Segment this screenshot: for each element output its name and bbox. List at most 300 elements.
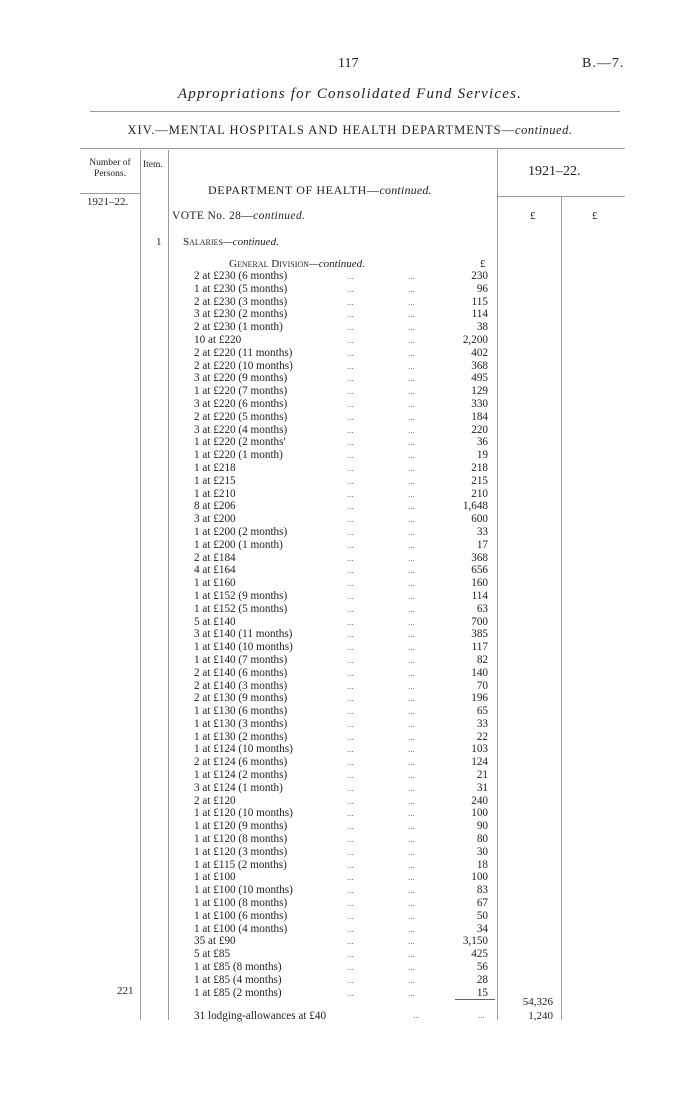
row-leader: ...: [408, 795, 415, 806]
row-amount: 2,200: [462, 333, 488, 346]
section-heading-text: XIV.—MENTAL HOSPITALS AND HEALTH DEPARTMENTS—: [127, 123, 516, 137]
row-leader: ...: [347, 744, 354, 755]
row-leader: ...: [347, 987, 354, 998]
row-label: 1 at £100 (8 months): [194, 897, 288, 910]
row-leader: ...: [347, 872, 354, 883]
row-label: 1 at £210: [194, 487, 236, 500]
table-row: [194, 411, 494, 424]
row-amount: 114: [471, 308, 488, 321]
row-leader: ...: [408, 347, 415, 358]
row-leader: ...: [408, 770, 415, 781]
row-leader: ...: [408, 923, 415, 934]
row-label: 1 at £220 (1 month): [194, 449, 283, 462]
table-row: [194, 935, 494, 948]
table-row: [194, 654, 494, 667]
row-label: 3 at £124 (1 month): [194, 781, 283, 794]
row-amount: 196: [471, 692, 488, 705]
row-leader: ...: [347, 283, 354, 294]
salary-list: [194, 270, 494, 999]
item-number: 1: [156, 236, 162, 248]
table-row: [194, 974, 494, 987]
row-amount: 28: [476, 973, 488, 986]
table-row: [194, 564, 494, 577]
row-amount: 96: [476, 282, 488, 295]
row-leader: ...: [408, 437, 415, 448]
row-leader: ...: [347, 936, 354, 947]
row-leader: ...: [347, 424, 354, 435]
row-label: 3 at £220 (4 months): [194, 423, 288, 436]
table-row: [194, 820, 494, 833]
pound-symbol-1: £: [530, 210, 536, 222]
row-leader: ...: [347, 808, 354, 819]
title-rule: [90, 111, 620, 112]
table-row: [194, 488, 494, 501]
row-leader: ...: [347, 501, 354, 512]
row-leader: ...: [408, 680, 415, 691]
row-leader: ...: [408, 706, 415, 717]
row-leader: ...: [347, 296, 354, 307]
division-label: General Division: [229, 258, 309, 270]
row-leader: ...: [347, 386, 354, 397]
row-leader: ...: [347, 974, 354, 985]
row-leader: ...: [408, 782, 415, 793]
row-amount: 160: [471, 577, 488, 590]
row-amount: 19: [476, 449, 488, 462]
table-row: [194, 513, 494, 526]
row-leader: ...: [408, 590, 415, 601]
row-leader: ...: [347, 514, 354, 525]
row-amount: 90: [476, 820, 488, 833]
table-row: [194, 833, 494, 846]
item-header: Item.: [143, 160, 163, 170]
row-amount: 36: [476, 436, 488, 449]
row-leader: ...: [408, 936, 415, 947]
row-amount: 50: [476, 909, 488, 922]
row-leader: ...: [347, 834, 354, 845]
persons-column-divider: [140, 150, 141, 1020]
row-amount: 402: [471, 346, 488, 359]
item-column-divider: [168, 150, 169, 1020]
row-label: 2 at £120: [194, 794, 236, 807]
row-leader: ...: [408, 846, 415, 857]
division-heading: [229, 258, 365, 270]
row-leader: ...: [347, 539, 354, 550]
document-reference: B.—7.: [582, 56, 625, 71]
row-leader: ...: [408, 808, 415, 819]
row-label: 1 at £120 (10 months): [194, 807, 293, 820]
table-row: [194, 680, 494, 693]
department-heading: [208, 183, 432, 198]
row-label: 1 at £85 (8 months): [194, 961, 282, 974]
row-label: 1 at £140 (7 months): [194, 653, 288, 666]
row-leader: ...: [408, 514, 415, 525]
row-leader: ...: [347, 923, 354, 934]
row-amount: 63: [476, 602, 488, 615]
table-row: [194, 321, 494, 334]
row-amount: 82: [476, 653, 488, 666]
persons-header-rule: [80, 193, 140, 194]
row-amount: 495: [471, 372, 488, 385]
row-amount: 425: [471, 948, 488, 961]
table-row: [194, 616, 494, 629]
table-row: [194, 462, 494, 475]
row-label: 2 at £220 (5 months): [194, 410, 288, 423]
row-leader: ...: [408, 629, 415, 640]
row-leader: ...: [408, 373, 415, 384]
year-header: 1921–22.: [528, 164, 581, 179]
lodging-allowances-amount: 1,240: [528, 1010, 553, 1022]
row-label: 1 at £220 (2 months': [194, 436, 286, 449]
vote-heading: [172, 210, 305, 222]
row-leader: ...: [408, 565, 415, 576]
row-leader: ...: [408, 898, 415, 909]
table-row: [194, 372, 494, 385]
row-leader: ...: [408, 693, 415, 704]
table-row: [194, 846, 494, 859]
row-amount: 230: [471, 270, 488, 282]
table-row: [194, 743, 494, 756]
lodging-allowances-label: 31 lodging-allowances at £40: [194, 1010, 327, 1022]
row-leader: ...: [347, 693, 354, 704]
row-amount: 215: [471, 474, 488, 487]
department-name: DEPARTMENT OF HEALTH—: [208, 183, 380, 197]
row-leader: ...: [347, 488, 354, 499]
row-label: 1 at £220 (7 months): [194, 385, 288, 398]
row-leader: ...: [347, 578, 354, 589]
table-row: [194, 769, 494, 782]
row-label: 3 at £220 (9 months): [194, 372, 288, 385]
row-leader: ...: [408, 654, 415, 665]
row-leader: ...: [347, 821, 354, 832]
row-leader: ...: [347, 885, 354, 896]
vote-continued: continued.: [253, 210, 306, 222]
section-heading: [0, 123, 700, 138]
row-leader: ...: [347, 271, 354, 281]
row-label: 1 at £100 (4 months): [194, 922, 288, 935]
subtotal-rule: [455, 999, 495, 1000]
row-leader: ...: [408, 398, 415, 409]
row-leader: ...: [408, 642, 415, 653]
row-label: 1 at £100: [194, 871, 236, 884]
row-leader: ...: [408, 744, 415, 755]
row-label: 1 at £130 (3 months): [194, 717, 288, 730]
row-leader: ...: [347, 347, 354, 358]
table-row: [194, 270, 494, 283]
table-row: [194, 590, 494, 603]
row-label: 1 at £230 (5 months): [194, 282, 288, 295]
table-row: [194, 859, 494, 872]
row-label: 1 at £152 (9 months): [194, 589, 288, 602]
subtotal-amount: 54,326: [522, 996, 553, 1008]
pound-symbol-amounts: £: [480, 258, 486, 270]
row-amount: 240: [471, 794, 488, 807]
row-leader: ...: [408, 501, 415, 512]
salaries-heading: [183, 236, 279, 248]
row-leader: ...: [408, 411, 415, 422]
row-amount: 220: [471, 423, 488, 436]
row-amount: 600: [471, 513, 488, 526]
row-leader: ...: [347, 373, 354, 384]
table-row: [194, 756, 494, 769]
row-leader: ...: [408, 271, 415, 281]
row-leader: ...: [408, 974, 415, 985]
row-label: 3 at £140 (11 months): [194, 628, 293, 641]
row-label: 2 at £230 (3 months): [194, 295, 288, 308]
table-row: [194, 334, 494, 347]
row-leader: ...: [347, 398, 354, 409]
row-label: 1 at £120 (8 months): [194, 833, 288, 846]
row-leader: ...: [347, 475, 354, 486]
table-row: [194, 987, 494, 1000]
row-leader: ...: [347, 552, 354, 563]
row-leader: ...: [347, 706, 354, 717]
row-amount: 218: [471, 461, 488, 474]
table-row: [194, 449, 494, 462]
row-leader: ...: [408, 910, 415, 921]
table-row: [194, 910, 494, 923]
row-amount: 3,150: [462, 935, 488, 948]
row-amount: 117: [471, 641, 488, 654]
row-label: 5 at £85: [194, 948, 231, 961]
row-label: 4 at £164: [194, 564, 236, 577]
row-leader: ...: [408, 334, 415, 345]
row-label: 3 at £200: [194, 513, 236, 526]
number-of-persons-header: Number of Persons.: [89, 158, 131, 179]
row-label: 3 at £230 (2 months): [194, 308, 288, 321]
page-title: Appropriations for Consolidated Fund Services.: [177, 86, 523, 102]
row-leader: ...: [408, 475, 415, 486]
row-leader: ...: [347, 565, 354, 576]
row-amount: 34: [476, 922, 488, 935]
section-continued: continued.: [515, 123, 573, 137]
salaries-continued: —continued.: [222, 236, 279, 248]
row-amount: 22: [476, 730, 488, 743]
row-leader: ...: [408, 360, 415, 371]
row-leader: ...: [347, 731, 354, 742]
table-row: [194, 782, 494, 795]
table-row: [194, 692, 494, 705]
table-row: [194, 795, 494, 808]
row-leader: ...: [347, 629, 354, 640]
row-amount: 70: [476, 679, 488, 692]
table-row: [194, 923, 494, 936]
row-leader: ...: [408, 987, 415, 998]
table-row: [194, 526, 494, 539]
row-label: 1 at £124 (10 months): [194, 743, 293, 756]
lodging-leader-1: ...: [413, 1010, 420, 1020]
table-row: [194, 807, 494, 820]
row-amount: 80: [476, 833, 488, 846]
table-row: [194, 705, 494, 718]
table-row: [194, 424, 494, 437]
row-amount: 18: [476, 858, 488, 871]
row-leader: ...: [347, 757, 354, 768]
table-row: [194, 475, 494, 488]
row-amount: 33: [476, 717, 488, 730]
row-label: 1 at £120 (3 months): [194, 845, 288, 858]
row-leader: ...: [347, 360, 354, 371]
table-row: [194, 539, 494, 552]
row-amount: 83: [476, 884, 488, 897]
row-leader: ...: [408, 718, 415, 729]
row-label: 2 at £140 (6 months): [194, 666, 288, 679]
row-label: 1 at £85 (4 months): [194, 973, 282, 986]
lodging-leader-2: ...: [478, 1010, 485, 1020]
row-amount: 210: [471, 487, 488, 500]
row-label: 3 at £220 (6 months): [194, 397, 288, 410]
row-amount: 56: [476, 961, 488, 974]
row-amount: 38: [476, 321, 488, 334]
row-label: 2 at £230 (6 months): [194, 270, 288, 282]
row-amount: 330: [471, 397, 488, 410]
row-leader: ...: [347, 949, 354, 960]
row-amount: 67: [476, 897, 488, 910]
persons-year: 1921–22.: [87, 196, 129, 208]
row-label: 1 at £160: [194, 577, 236, 590]
division-continued: —continued.: [308, 258, 365, 270]
row-leader: ...: [408, 526, 415, 537]
row-leader: ...: [408, 488, 415, 499]
row-leader: ...: [408, 424, 415, 435]
row-amount: 33: [476, 525, 488, 538]
row-leader: ...: [347, 322, 354, 333]
row-leader: ...: [408, 462, 415, 473]
row-leader: ...: [408, 667, 415, 678]
row-leader: ...: [408, 309, 415, 320]
row-label: 1 at £85 (2 months): [194, 986, 282, 999]
persons-total: 221: [117, 985, 134, 997]
row-amount: 656: [471, 564, 488, 577]
table-row: [194, 961, 494, 974]
table-row: [194, 577, 494, 590]
row-leader: ...: [408, 885, 415, 896]
row-leader: ...: [347, 590, 354, 601]
table-row: [194, 871, 494, 884]
row-leader: ...: [347, 718, 354, 729]
row-leader: ...: [408, 603, 415, 614]
row-amount: 368: [471, 551, 488, 564]
row-label: 35 at £90: [194, 935, 236, 948]
row-leader: ...: [408, 731, 415, 742]
row-leader: ...: [347, 437, 354, 448]
row-leader: ...: [408, 962, 415, 973]
year-header-rule: [497, 196, 625, 197]
row-amount: 31: [476, 781, 488, 794]
table-row: [194, 948, 494, 961]
row-amount: 140: [471, 666, 488, 679]
row-leader: ...: [347, 962, 354, 973]
row-label: 1 at £152 (5 months): [194, 602, 288, 615]
row-amount: 21: [476, 769, 488, 782]
row-amount: 15: [476, 986, 488, 999]
row-label: 1 at £130 (6 months): [194, 705, 288, 718]
row-leader: ...: [347, 603, 354, 614]
table-row: [194, 283, 494, 296]
row-label: 1 at £100 (10 months): [194, 884, 293, 897]
row-leader: ...: [408, 578, 415, 589]
row-label: 2 at £130 (9 months): [194, 692, 288, 705]
pound-symbol-2: £: [592, 210, 598, 222]
row-leader: ...: [408, 872, 415, 883]
table-row: [194, 718, 494, 731]
row-leader: ...: [347, 526, 354, 537]
row-label: 1 at £140 (10 months): [194, 641, 293, 654]
row-amount: 114: [471, 589, 488, 602]
row-leader: ...: [347, 667, 354, 678]
row-leader: ...: [408, 616, 415, 627]
row-label: 5 at £140: [194, 615, 236, 628]
row-leader: ...: [347, 654, 354, 665]
row-label: 1 at £115 (2 months): [194, 858, 287, 871]
row-leader: ...: [408, 949, 415, 960]
row-amount: 1,648: [462, 500, 488, 513]
table-row: [194, 731, 494, 744]
row-amount: 65: [476, 705, 488, 718]
vote-label: VOTE No. 28—: [172, 210, 254, 222]
row-leader: ...: [408, 386, 415, 397]
row-label: 2 at £184: [194, 551, 236, 564]
row-amount: 30: [476, 845, 488, 858]
row-amount: 115: [471, 295, 488, 308]
section-rule: [80, 148, 625, 149]
table-row: [194, 347, 494, 360]
row-leader: ...: [347, 616, 354, 627]
row-amount: 100: [471, 807, 488, 820]
table-row: [194, 296, 494, 309]
row-leader: ...: [347, 642, 354, 653]
row-leader: ...: [408, 834, 415, 845]
row-leader: ...: [408, 757, 415, 768]
row-leader: ...: [347, 309, 354, 320]
row-leader: ...: [347, 910, 354, 921]
row-leader: ...: [347, 450, 354, 461]
row-label: 1 at £100 (6 months): [194, 909, 288, 922]
row-leader: ...: [408, 539, 415, 550]
table-row: [194, 628, 494, 641]
table-row: [194, 436, 494, 449]
table-row: [194, 603, 494, 616]
row-leader: ...: [347, 770, 354, 781]
row-label: 1 at £130 (2 months): [194, 730, 288, 743]
row-label: 2 at £140 (3 months): [194, 679, 288, 692]
row-leader: ...: [408, 552, 415, 563]
row-amount: 385: [471, 628, 488, 641]
table-row: [194, 500, 494, 513]
row-label: 10 at £220: [194, 333, 242, 346]
row-leader: ...: [408, 859, 415, 870]
row-label: 2 at £220 (11 months): [194, 346, 293, 359]
row-label: 2 at £124 (6 months): [194, 756, 288, 769]
table-row: [194, 360, 494, 373]
row-leader: ...: [408, 821, 415, 832]
table-row: [194, 897, 494, 910]
subtotal-column-divider: [561, 196, 562, 1020]
row-amount: 103: [471, 743, 488, 756]
row-amount: 100: [471, 871, 488, 884]
row-leader: ...: [347, 859, 354, 870]
row-leader: ...: [408, 283, 415, 294]
table-row: [194, 398, 494, 411]
row-amount: 368: [471, 359, 488, 372]
row-leader: ...: [347, 411, 354, 422]
row-leader: ...: [408, 296, 415, 307]
row-leader: ...: [347, 898, 354, 909]
row-leader: ...: [347, 680, 354, 691]
row-label: 1 at £218: [194, 461, 236, 474]
row-label: 2 at £230 (1 month): [194, 321, 283, 334]
table-row: [194, 667, 494, 680]
table-row: [194, 308, 494, 321]
